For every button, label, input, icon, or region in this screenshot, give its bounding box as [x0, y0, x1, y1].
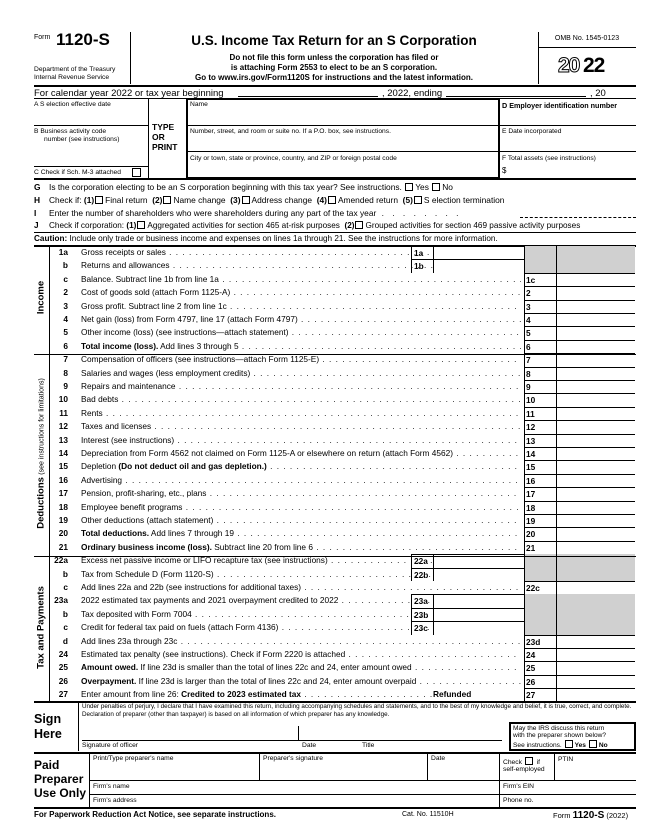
amount-field-27[interactable]	[556, 688, 635, 701]
line-number: 22a	[54, 555, 68, 566]
line-number: 21	[58, 541, 68, 552]
line-23d	[34, 635, 635, 648]
grouped-activities-checkbox[interactable]	[355, 221, 363, 229]
tax-year-outline: 20	[558, 54, 580, 77]
amount-field-20[interactable]	[556, 527, 635, 540]
business-code-label-1: B Business activity code	[34, 128, 107, 135]
calendar-ending-label: , 2022, ending	[382, 88, 443, 99]
line-11	[34, 407, 635, 420]
question-j: J Check if corporation: (1) Aggregated activities for section 465 at-risk purposes (2) Grouped activities for section 469 passive activity purposes	[34, 221, 581, 230]
line-19	[34, 514, 635, 527]
g-yes-checkbox[interactable]	[405, 183, 413, 191]
catalog-number: Cat. No. 11510H	[402, 811, 454, 818]
line-23c	[34, 621, 635, 634]
tax-year-end-field[interactable]	[446, 96, 586, 97]
line-4	[34, 313, 635, 326]
s-election-termination-checkbox[interactable]	[414, 196, 422, 204]
line-7	[34, 353, 635, 366]
amount-field-25[interactable]	[556, 661, 635, 674]
amended-return-checkbox[interactable]	[328, 196, 336, 204]
total-assets-field[interactable]	[510, 165, 636, 177]
line-number: b	[62, 260, 68, 271]
caution-note: Caution: Include only trade or business income and expenses on lines 1a through 21. See the instructions for more information.	[34, 234, 498, 243]
line-description: Employee benefit programs . . .	[81, 501, 521, 514]
line-description: Total income (loss). Add lines 3 through 5 . . .	[81, 340, 521, 353]
line-8	[34, 367, 635, 380]
shaded-cell	[524, 608, 556, 621]
date-incorporated-label: E Date incorporated	[502, 128, 562, 135]
firm-name-field[interactable]	[140, 781, 496, 793]
preparer-signature-field[interactable]	[263, 764, 425, 779]
preparer-date-label: Date	[431, 755, 446, 762]
sch-m3-label: C Check if Sch. M-3 attached	[34, 169, 121, 176]
ptin-label: PTIN	[558, 756, 574, 763]
subtitle-1: Do not file this form unless the corporation has filed or	[229, 53, 439, 62]
amount-field-23c[interactable]	[433, 621, 524, 634]
amount-field-9[interactable]	[556, 380, 635, 393]
form-number: 1120-S	[56, 30, 110, 49]
line-1a	[34, 246, 635, 259]
line-number: d	[62, 635, 68, 646]
discuss-no-checkbox[interactable]	[589, 740, 597, 748]
name-label: Name	[190, 101, 208, 108]
line-description: 2022 estimated tax payments and 2021 overpayment credited to 2022 . . .	[81, 594, 521, 607]
line-description: Pension, profit-sharing, etc., plans . . .	[81, 487, 521, 500]
shaded-amount-cell	[556, 568, 635, 581]
line-16	[34, 474, 635, 487]
line-number: 20	[58, 528, 68, 539]
question-h: H Check if: (1) Final return (2) Name change (3) Address change (4) Amended return (5) S election termination	[34, 195, 505, 205]
address-change-checkbox[interactable]	[242, 196, 250, 204]
line-description: Balance. Subtract line 1b from line 1a . . .	[81, 273, 521, 286]
line-17	[34, 487, 635, 500]
amount-field-23b[interactable]	[433, 608, 524, 621]
line-3	[34, 300, 635, 313]
s-election-date-label: A S election effective date	[34, 101, 111, 108]
phone-label: Phone no.	[503, 797, 534, 804]
amount-field-23a[interactable]	[433, 594, 524, 607]
officer-date-field[interactable]	[300, 724, 358, 741]
officer-title-field[interactable]	[360, 724, 500, 741]
right-line-number: 12	[524, 420, 556, 433]
shaded-cell	[524, 621, 556, 634]
line-description: Amount owed. If line 23d is smaller than the total of lines 22c and 24, enter amount owed . . .	[81, 661, 521, 674]
line-description: Taxes and licenses . . .	[81, 420, 521, 433]
mid-line-number: 23a	[411, 594, 433, 607]
calendar-20-label: , 20	[590, 88, 606, 99]
line-number: 19	[58, 515, 68, 525]
shaded-amount-cell	[556, 246, 635, 259]
city-label: City or town, state or province, country, and ZIP or foreign postal code	[190, 155, 397, 162]
amount-field-3[interactable]	[556, 300, 635, 313]
ein-label: D Employer identification number	[502, 101, 618, 110]
self-employed-check: Check if	[503, 759, 541, 766]
right-line-number: 3	[524, 300, 556, 313]
line-6	[34, 340, 635, 353]
tax-payments-section-label: Tax and Payments	[35, 586, 47, 669]
line-26	[34, 675, 635, 688]
amount-field-15[interactable]	[556, 460, 635, 473]
right-line-number: 19	[524, 514, 556, 527]
preparer-name-field[interactable]	[93, 764, 257, 779]
subtitle-3: Go to www.irs.gov/Form1120S for instructions and the latest information.	[195, 73, 473, 82]
street-field[interactable]	[190, 136, 495, 151]
right-line-number: 9	[524, 380, 556, 393]
right-line-number: 16	[524, 474, 556, 487]
amount-field-21[interactable]	[556, 541, 635, 554]
subtitle-2: is attaching Form 2553 to elect to be an S corporation.	[230, 63, 438, 72]
mid-line-number: 22a	[411, 554, 433, 567]
right-line-number: 23d	[524, 635, 556, 648]
form-lines	[34, 246, 636, 702]
income-section-label: Income	[35, 280, 47, 315]
shaded-cell	[524, 568, 556, 581]
shareholders-count-field[interactable]	[520, 217, 636, 218]
shaded-cell	[524, 246, 556, 259]
question-g: G Is the corporation electing to be an S corporation beginning with this tax year? See instructions. Yes No	[34, 182, 453, 192]
amount-field-2[interactable]	[556, 286, 635, 299]
amount-field-4[interactable]	[556, 313, 635, 326]
amount-field-1b[interactable]	[433, 259, 524, 272]
line-21	[34, 541, 635, 554]
question-i: I Enter the number of shareholders who were shareholders during any part of the tax year . . . . . . . .	[34, 208, 462, 218]
line-13	[34, 434, 635, 447]
line-description: Cost of goods sold (attach Form 1125-A) . . .	[81, 286, 521, 299]
preparer-label: Preparer	[34, 772, 84, 786]
final-return-checkbox[interactable]	[95, 196, 103, 204]
right-line-number: 4	[524, 313, 556, 326]
right-line-number: 17	[524, 487, 556, 500]
ptin-field[interactable]	[558, 765, 636, 779]
right-line-number: 20	[524, 527, 556, 540]
line-1c	[34, 273, 635, 286]
dept-treasury: Department of the Treasury	[34, 66, 116, 73]
line-description: Tax deposited with Form 7004 . . .	[81, 608, 521, 621]
right-line-number: 5	[524, 326, 556, 339]
type-label: TYPE	[152, 122, 175, 132]
irs-discuss-box	[509, 722, 636, 751]
preparer-name-label: Print/Type preparer's name	[93, 755, 174, 762]
name-change-checkbox[interactable]	[163, 196, 171, 204]
print-label: PRINT	[152, 142, 178, 152]
amount-field-14[interactable]	[556, 447, 635, 460]
line-number: 12	[58, 421, 68, 432]
ein-field[interactable]	[502, 111, 636, 125]
line-number: 10	[58, 394, 68, 405]
line-description: Interest (see instructions) . . .	[81, 434, 521, 447]
line-description: Add lines 22a and 22b (see instructions for additional taxes) . . .	[81, 581, 521, 594]
line-description: Compensation of officers (see instructions—attach Form 1125-E) . . .	[81, 353, 521, 366]
tax-year-begin-field[interactable]	[238, 96, 378, 97]
mid-line-number: 1b	[411, 259, 433, 272]
line-number: c	[63, 622, 68, 633]
amount-field-8[interactable]	[556, 367, 635, 380]
sign-date-label: Date	[302, 742, 317, 749]
line-number: 13	[58, 434, 68, 445]
total-assets-label: F Total assets (see instructions)	[502, 155, 596, 162]
sign-title-label: Title	[362, 742, 375, 749]
line-description: Total deductions. Add lines 7 through 19 . . .	[81, 527, 521, 540]
amount-field-18[interactable]	[556, 501, 635, 514]
discuss-line-1: May the IRS discuss this return	[513, 725, 605, 732]
right-line-number: 26	[524, 675, 556, 688]
amount-field-1c[interactable]	[556, 273, 635, 286]
line-description: Gross profit. Subtract line 2 from line 1c . . .	[81, 300, 521, 313]
right-line-number: 7	[524, 353, 556, 366]
preparer-signature-label: Preparer's signature	[263, 755, 324, 762]
line-15	[34, 460, 635, 473]
corporation-name-field[interactable]	[190, 110, 495, 125]
officer-signature-label: Signature of officer	[82, 742, 139, 749]
line-5	[34, 326, 635, 339]
line-number: 23a	[54, 595, 68, 606]
line-number: b	[62, 568, 68, 579]
right-line-number: 21	[524, 541, 556, 554]
firm-ein-label: Firm's EIN	[503, 783, 534, 790]
city-field[interactable]	[190, 163, 495, 176]
discuss-no-label: No	[598, 741, 608, 749]
line-number: 16	[58, 474, 68, 485]
line-number: 2	[63, 287, 68, 298]
line-23a	[34, 594, 635, 607]
line-9	[34, 380, 635, 393]
line-description: Overpayment. If line 23d is larger than the total of lines 22c and 24, enter amount overpaid . . .	[81, 675, 521, 688]
right-line-number: 15	[524, 460, 556, 473]
deductions-section-note: (see instructions for limitations)	[38, 378, 46, 475]
officer-signature-field[interactable]	[82, 724, 292, 741]
line-description: Excess net passive income or LIFO recapture tax (see instructions) . . .	[81, 554, 521, 567]
firm-address-field[interactable]	[145, 795, 496, 807]
omb-number: OMB No. 1545-0123	[554, 35, 620, 42]
discuss-yes-label: Yes	[574, 741, 586, 749]
line-description: Repairs and maintenance . . .	[81, 380, 521, 393]
footer-notice: For Paperwork Reduction Act Notice, see separate instructions.	[34, 810, 276, 819]
line-number: 1a	[58, 247, 68, 257]
line-description: Rents . . .	[81, 407, 521, 420]
self-employed-checkbox[interactable]	[525, 757, 533, 765]
line-2	[34, 286, 635, 299]
line-description: Other deductions (attach statement) . . .	[81, 514, 521, 527]
line-number: 4	[63, 314, 68, 324]
discuss-yes-checkbox[interactable]	[565, 740, 573, 748]
line-27	[34, 688, 635, 701]
line-description: Depletion (Do not deduct oil and gas depletion.) . . .	[81, 460, 521, 473]
right-line-number: 22c	[524, 581, 556, 594]
amount-field-19[interactable]	[556, 514, 635, 527]
amount-field-12[interactable]	[556, 420, 635, 433]
right-line-number: 14	[524, 447, 556, 460]
line-description: Add lines 23a through 23c . . .	[81, 635, 521, 648]
amount-field-13[interactable]	[556, 434, 635, 447]
tax-payments-section	[34, 556, 48, 702]
line-22c	[34, 581, 635, 594]
firm-name-label: Firm's name	[93, 783, 130, 790]
paid-label: Paid	[34, 758, 60, 772]
amount-field-24[interactable]	[556, 648, 635, 661]
line-description: Salaries and wages (less employment credits) . . .	[81, 367, 521, 380]
amount-field-17[interactable]	[556, 487, 635, 500]
line-description: Ordinary business income (loss). Subtract line 20 from line 6 . . .	[81, 541, 521, 554]
line-number: c	[63, 582, 68, 592]
preparer-date-field[interactable]	[431, 764, 497, 779]
calendar-year-label: For calendar year 2022 or tax year beginning	[34, 88, 224, 99]
income-section	[34, 246, 48, 354]
line-number: 25	[58, 662, 68, 673]
mid-line-number: 1a	[411, 246, 433, 259]
line-1b	[34, 259, 635, 272]
line-number: 17	[58, 488, 68, 499]
amount-field-10[interactable]	[556, 393, 635, 406]
shaded-cell	[524, 594, 556, 607]
line-number: 15	[58, 461, 68, 472]
business-code-label-2: number (see instructions)	[44, 136, 120, 143]
footer-form-id: Form 1120-S (2022)	[553, 810, 629, 821]
aggregated-activities-checkbox[interactable]	[137, 221, 145, 229]
form-title: U.S. Income Tax Return for an S Corporation	[191, 33, 477, 48]
right-line-number: 27	[524, 688, 556, 701]
or-label: OR	[152, 132, 165, 142]
line-number: b	[62, 608, 68, 619]
deductions-section	[34, 354, 48, 556]
business-code-field[interactable]	[34, 146, 148, 166]
right-line-number: 10	[524, 393, 556, 406]
mid-line-number: 23b	[411, 608, 433, 621]
line-number: 27	[58, 689, 68, 700]
line-10	[34, 393, 635, 406]
sch-m3-checkbox[interactable]	[132, 168, 141, 177]
line-20	[34, 527, 635, 540]
right-line-number: 1c	[524, 273, 556, 286]
here-label: Here	[34, 727, 62, 741]
amount-field-5[interactable]	[556, 326, 635, 339]
line-25	[34, 661, 635, 674]
amount-field-16[interactable]	[556, 474, 635, 487]
line-22b	[34, 568, 635, 581]
line-number: 9	[63, 381, 68, 391]
line-number: 11	[59, 407, 68, 418]
line-number: 8	[63, 367, 68, 378]
line-number: 5	[63, 327, 68, 338]
line-description: Depreciation from Form 4562 not claimed on Form 1125-A or elsewhere on return (attach Form 4562) . . .	[81, 447, 521, 460]
mid-line-number: 23c	[411, 621, 433, 634]
amount-field-23d[interactable]	[556, 635, 635, 648]
line-14	[34, 447, 635, 460]
line-number: 18	[58, 501, 68, 512]
line-description: Returns and allowances . . .	[81, 259, 521, 272]
right-line-number: 13	[524, 434, 556, 447]
line-18	[34, 501, 635, 514]
shaded-cell	[524, 259, 556, 272]
self-employed-label: self-employed	[503, 766, 545, 773]
amount-field-22b[interactable]	[433, 568, 524, 581]
right-line-number: 25	[524, 661, 556, 674]
shaded-amount-cell	[556, 259, 635, 272]
line-23b	[34, 608, 635, 621]
amount-field-1a[interactable]	[433, 246, 524, 259]
line-number: 24	[58, 649, 68, 659]
tax-year-bold: 22	[583, 54, 605, 77]
mid-line-number: 22b	[411, 568, 433, 581]
discuss-line-2: with the preparer shown below?	[513, 732, 607, 740]
line-number: 14	[58, 448, 68, 458]
shaded-amount-cell	[556, 608, 635, 621]
phone-field[interactable]	[540, 795, 636, 807]
amount-field-11[interactable]	[556, 407, 635, 420]
amount-field-7[interactable]	[556, 353, 635, 366]
line-description: Net gain (loss) from Form 4797, line 17 (attach Form 4797) . . .	[81, 313, 521, 326]
line-description: Gross receipts or sales . . .	[81, 246, 521, 259]
line-number: 3	[63, 300, 68, 311]
right-line-number: 8	[524, 367, 556, 380]
right-line-number: 18	[524, 501, 556, 514]
s-election-date-field[interactable]	[34, 112, 148, 125]
line-description: Enter amount from line 26: Credited to 2023 estimated tax Refunded . . .	[81, 688, 521, 701]
firm-address-label: Firm's address	[93, 797, 137, 804]
line-12	[34, 420, 635, 433]
right-line-number: 11	[524, 407, 556, 420]
total-assets-dollar: $	[502, 166, 507, 175]
amount-field-22c[interactable]	[556, 581, 635, 594]
form-label: Form	[34, 34, 51, 41]
right-line-number: 6	[524, 340, 556, 353]
amount-field-26[interactable]	[556, 675, 635, 688]
date-incorporated-field[interactable]	[502, 137, 636, 151]
line-description: Tax from Schedule D (Form 1120-S) . . .	[81, 568, 521, 581]
line-description: Advertising . . .	[81, 474, 521, 487]
line-description: Credit for federal tax paid on fuels (attach Form 4136) . . .	[81, 621, 521, 634]
dept-irs: Internal Revenue Service	[34, 74, 110, 81]
right-line-number: 2	[524, 286, 556, 299]
line-description: Other income (loss) (see instructions—attach statement) . . .	[81, 326, 521, 339]
discuss-line-3: See instructions.	[513, 741, 562, 749]
line-number: 26	[58, 675, 68, 686]
right-line-number: 24	[524, 648, 556, 661]
line-number: 6	[63, 340, 68, 351]
sign-label: Sign	[34, 712, 62, 726]
line-24	[34, 648, 635, 661]
line-number: c	[63, 273, 68, 284]
firm-ein-field[interactable]	[540, 781, 636, 793]
line-description: Estimated tax penalty (see instructions). Check if Form 2220 is attached . . .	[81, 648, 521, 661]
perjury-statement: Under penalties of perjury, I declare that I have examined this return, including accompanying schedules and statements, and to the best of my knowledge and belief, it is true, correct, and complete. Declaration of preparer (other than taxpayer) is based on all information of which preparer has any knowledge.	[82, 703, 632, 718]
deductions-section-label: Deductions	[35, 477, 47, 529]
line-description: Bad debts . . .	[81, 393, 521, 406]
use-only-label: Use Only	[34, 786, 87, 800]
street-label: Number, street, and room or suite no. If a P.O. box, see instructions.	[190, 128, 391, 135]
shaded-amount-cell	[556, 594, 635, 607]
line-number: 7	[63, 354, 68, 365]
shaded-amount-cell	[556, 621, 635, 634]
g-no-checkbox[interactable]	[432, 183, 440, 191]
amount-field-6[interactable]	[556, 340, 635, 353]
